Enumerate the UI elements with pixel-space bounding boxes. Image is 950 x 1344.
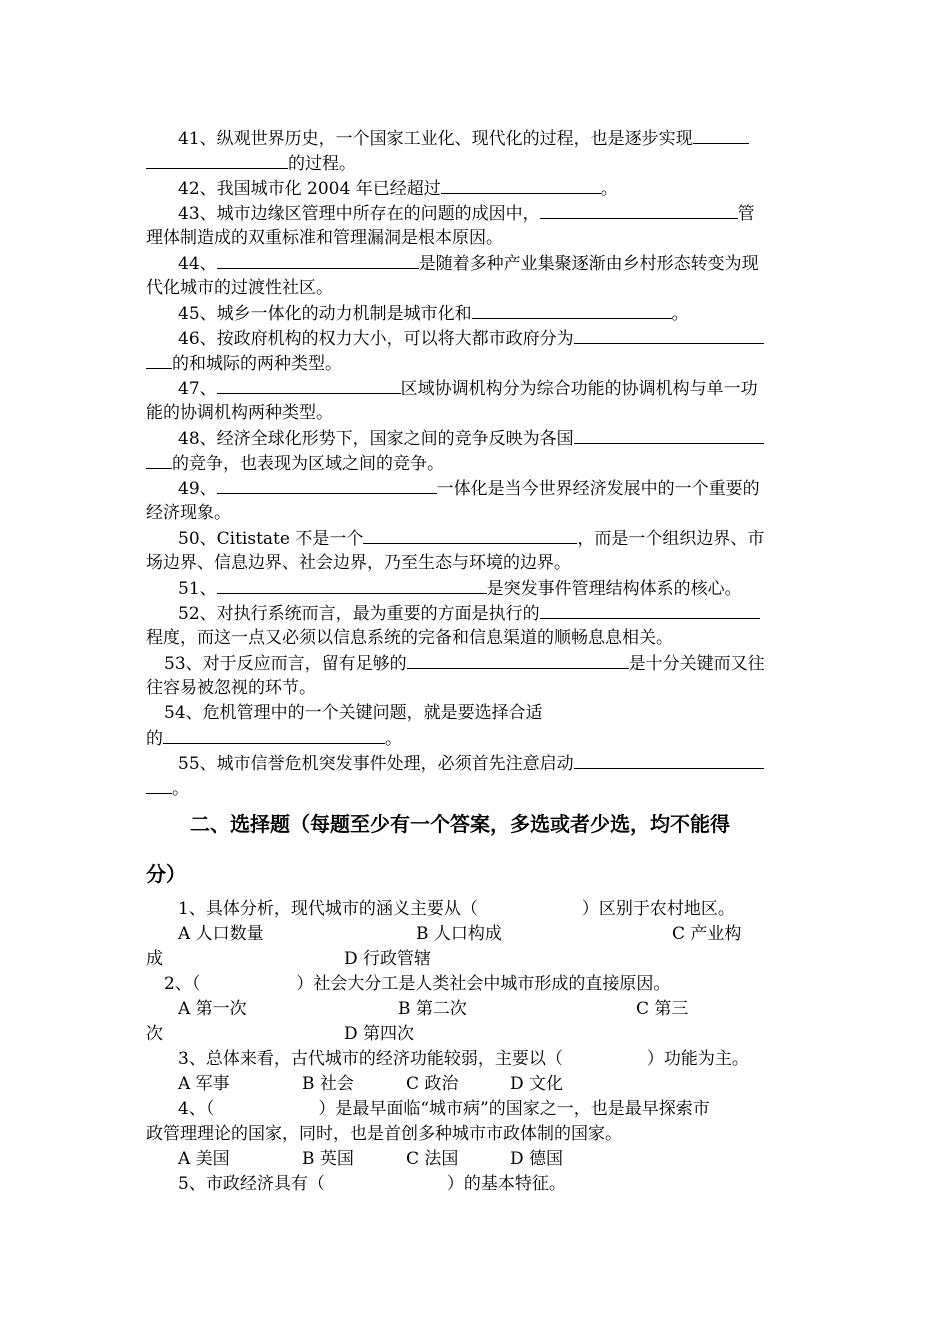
question-55: 55、城市信誉危机突发事件处理，必须首先注意启动 — [146, 751, 810, 776]
question-43-cont: 理体制造成的双重标准和管理漏洞是根本原因。 — [146, 228, 503, 248]
option-b: B 社会 — [302, 1074, 354, 1094]
fill-blank — [407, 651, 629, 669]
fill-blank — [574, 751, 764, 769]
fill-blank — [163, 726, 385, 744]
question-43: 43、城市边缘区管理中所存在的问题的成因中， 管 — [146, 201, 810, 226]
question-45: 45、城乡一体化的动力机制是城市化和 。 — [146, 301, 810, 326]
question-48: 48、经济全球化形势下，国家之间的竞争反映为各国 — [146, 426, 810, 451]
fill-blank — [146, 451, 172, 469]
question-48-cont: 的竞争，也表现为区域之间的竞争。 — [146, 451, 810, 476]
fill-blank — [441, 176, 601, 194]
question-53-cont: 往容易被忽视的环节。 — [146, 678, 316, 698]
option-b: B 第二次 — [398, 999, 467, 1019]
choice-question-4-cont: 政管理理论的国家，同时，也是首创多种城市市政体制的国家。 — [146, 1124, 622, 1144]
question-44: 44、 是随着多种产业集聚逐渐由乡村形态转变为现 — [146, 251, 810, 276]
fill-blank — [574, 426, 764, 444]
fill-blank — [146, 351, 172, 369]
question-51: 51、 是突发事件管理结构体系的核心。 — [146, 576, 810, 601]
question-46: 46、按政府机构的权力大小，可以将大都市政府分为 — [146, 326, 810, 351]
fill-blank — [217, 251, 419, 269]
option-b: B 人口构成 — [416, 924, 502, 944]
option-d: D 德国 — [510, 1149, 564, 1169]
fill-blank — [146, 151, 288, 169]
fill-blank — [693, 126, 749, 144]
fill-blank — [217, 476, 437, 494]
choice-question-4: 4、（ ）是最早面临“城市病”的国家之一，也是最早探索市 — [178, 1099, 710, 1119]
option-a: A 军事 — [178, 1074, 230, 1094]
question-42: 42、我国城市化 2004 年已经超过 。 — [146, 176, 810, 201]
choice-question-5: 5、市政经济具有（ ）的基本特征。 — [178, 1174, 566, 1194]
question-49: 49、 一体化是当今世界经济发展中的一个重要的 — [146, 476, 810, 501]
section-heading-cont: 分） — [146, 862, 186, 886]
fill-blank — [540, 201, 738, 219]
choice-question-3: 3、总体来看，古代城市的经济功能较弱，主要以（ ）功能为主。 — [178, 1049, 749, 1069]
option-d: D 文化 — [510, 1074, 564, 1094]
option-d: D 第四次 — [344, 1024, 415, 1044]
option-a: A 第一次 — [178, 999, 247, 1019]
question-53: 53、对于反应而言，留有足够的 是十分关键而又往 — [146, 651, 810, 676]
fill-blank — [217, 376, 401, 394]
option-b: B 英国 — [302, 1149, 354, 1169]
question-49-cont: 经济现象。 — [146, 503, 231, 523]
option-c-wrap: 次 — [146, 1024, 163, 1044]
question-54: 54、危机管理中的一个关键问题，就是要选择合适 — [164, 703, 543, 723]
option-c: C 法国 — [406, 1149, 459, 1169]
question-47: 47、 区域协调机构分为综合功能的协调机构与单一功 — [146, 376, 810, 401]
option-d: D 行政管辖 — [344, 949, 432, 969]
question-50: 50、Citistate 不是一个 ，而是一个组织边界、市 — [146, 526, 810, 551]
question-52-cont: 程度，而这一点又必须以信息系统的完备和信息渠道的顺畅息息相关。 — [146, 628, 673, 648]
question-41-cont: 的过程。 — [146, 151, 810, 176]
fill-blank — [540, 601, 760, 619]
option-c: C 政治 — [406, 1074, 459, 1094]
question-46-cont: 的和城际的两种类型。 — [146, 351, 810, 376]
fill-blank — [363, 526, 577, 544]
option-c: C 第三 — [636, 999, 689, 1019]
question-55-cont: 。 — [146, 776, 810, 801]
choice-question-2: 2、（ ）社会大分工是人类社会中城市形成的直接原因。 — [164, 974, 671, 994]
option-c-wrap: 成 — [146, 949, 163, 969]
fill-blank — [217, 576, 487, 594]
question-44-cont: 代化城市的过渡性社区。 — [146, 278, 333, 298]
question-50-cont: 场边界、信息边界、社会边界，乃至生态与环境的边界。 — [146, 553, 571, 573]
option-a: A 人口数量 — [178, 924, 264, 944]
fill-blank — [472, 301, 672, 319]
option-c: C 产业构 — [672, 924, 742, 944]
question-54-cont: 的 。 — [146, 726, 810, 751]
question-52: 52、对执行系统而言，最为重要的方面是执行的 — [146, 601, 810, 626]
fill-blank — [574, 326, 764, 344]
section-heading: 二、选择题（每题至少有一个答案，多选或者少选，均不能得 — [190, 812, 730, 836]
question-41: 41、纵观世界历史，一个国家工业化、现代化的过程，也是逐步实现 — [146, 126, 810, 151]
question-47-cont: 能的协调机构两种类型。 — [146, 403, 333, 423]
fill-blank — [146, 776, 172, 794]
choice-question-1: 1、具体分析，现代城市的涵义主要从（ ）区别于农村地区。 — [178, 899, 735, 919]
option-a: A 美国 — [178, 1149, 230, 1169]
